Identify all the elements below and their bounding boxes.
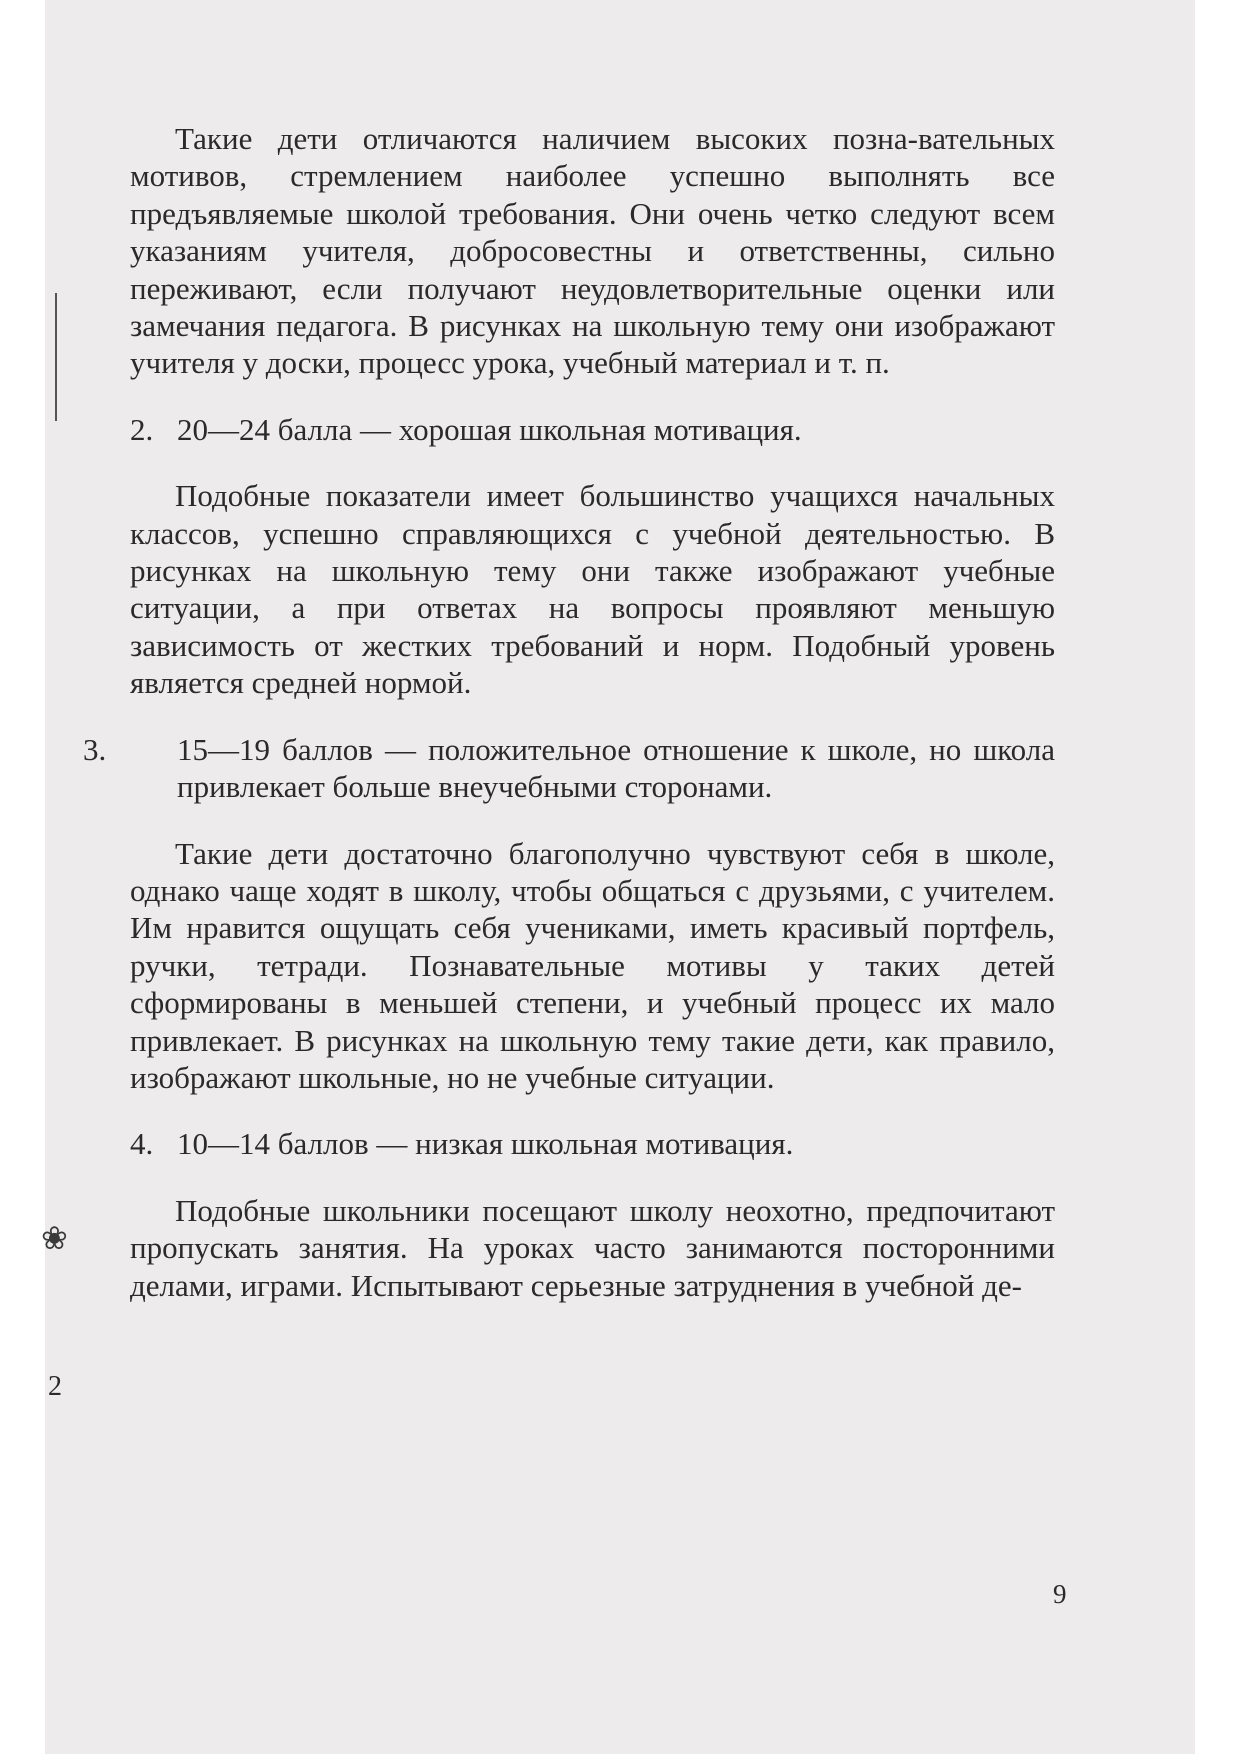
paragraph-positive-attitude: Такие дети достаточно благополучно чувствуют себя в школе, однако чаще ходят в школу, чтобы общаться с друзьями, с учителем. Им нравится ощущать себя учениками, иметь красивый портфель, ручки, тетради. Познавательные мотивы у таких детей сформированы в меньшей степени, и учебный процесс их мало привлекает. В рисунках на школьную тему такие дети, как правило, изображают школьные, но не учебные ситуации. [130, 835, 1055, 1095]
list-item-number: 4. [130, 1126, 154, 1162]
body-text [83, 120, 1055, 1304]
list-item-text: 10—14 баллов — низкая школьная мотивация. [177, 1126, 794, 1162]
list-item-number: 3. [83, 731, 107, 767]
list-item-number: 2. [130, 411, 154, 447]
list-item-3 [83, 731, 1055, 806]
list-item-4 [130, 1125, 1055, 1162]
list-item-2 [130, 411, 1055, 448]
flower-icon: ❀ [41, 1219, 68, 1257]
margin-number: 2 [48, 1371, 62, 1402]
paragraph-low-motivation: Подобные школьники посещают школу неохотно, предпочитают пропускать занятия. На уроках часто занимаются посторонними делами, играми. Испытывают серьезные затруднения в учебной де- [130, 1192, 1055, 1303]
paragraph-high-motivation: Такие дети отличаются наличием высоких позна-вательных мотивов, стремлением наиболее успешно выполнять все предъявляемые школой требования. Они очень четко следуют всем указаниям учителя, добросовестны и ответственны, сильно переживают, если получают неудовлетворительные оценки или замечания педагога. В рисунках на школьную тему они изображают учителя у доски, процесс урока, учебный материал и т. п. [130, 121, 1055, 381]
margin-bar [55, 293, 57, 421]
list-item-text: 20—24 балла — хорошая школьная мотивация. [177, 411, 802, 447]
page-number: 9 [1053, 1579, 1067, 1609]
list-item-text: 15—19 баллов — положительное отношение к школе, но школа привлекает больше внеучебными сторонами. [177, 731, 1055, 805]
paragraph-good-motivation: Подобные показатели имеет большинство учащихся начальных классов, успешно справляющихся с учебной деятельностью. В рисунках на школьную тему они также изображают учебные ситуации, а при ответах на вопросы проявляют меньшую зависимость от жестких требований и норм. Подобный уровень является средней нормой. [130, 478, 1055, 701]
